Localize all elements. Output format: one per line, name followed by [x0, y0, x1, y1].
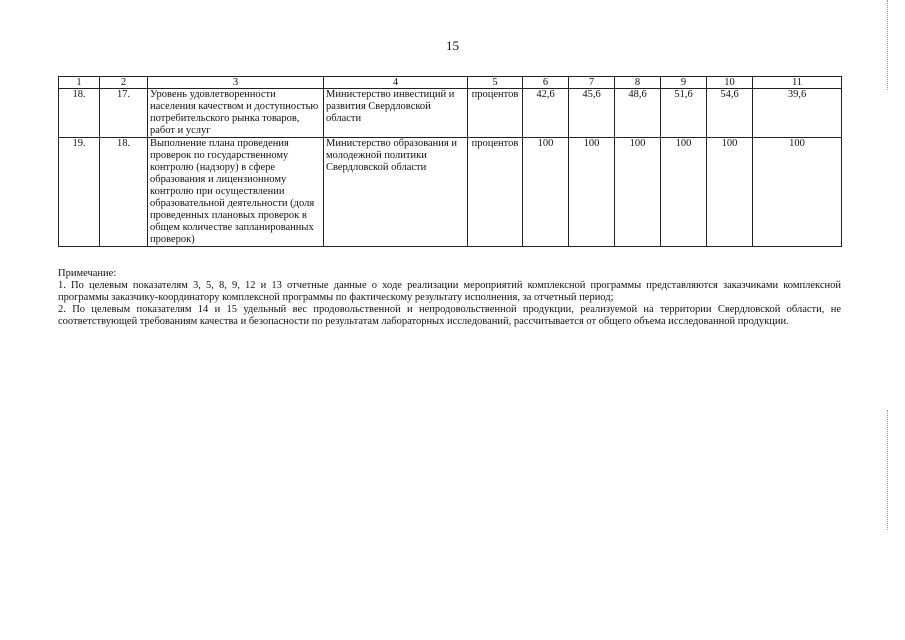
responsible-body: Министерство образования и молодежной политики Свердловской области	[324, 138, 468, 247]
note-item: 1. По целевым показателям 3, 5, 8, 9, 12 и 13 отчетные данные о ходе реализации мероприятий комплексной программы представляются заказчиками комплексной программы заказчику-координатору комплексной программы по фактическому результату исполнения, за отчетный период;	[58, 280, 841, 303]
row-number: 19.	[59, 138, 100, 247]
value-cell: 100	[707, 138, 753, 247]
notes-section	[58, 268, 841, 328]
value-cell: 42,6	[523, 89, 569, 138]
table-row	[59, 138, 842, 247]
value-cell: 100	[615, 138, 661, 247]
indicators-table	[58, 76, 842, 247]
value-cell: 100	[661, 138, 707, 247]
column-header: 3	[148, 77, 324, 89]
note-item: 2. По целевым показателям 14 и 15 удельный вес продовольственной и непродовольственной продукции, реализуемой на территории Свердловской области, не соответствующей требованиям качества и безопасности по результатам лабораторных исследований, рассчитывается от общего объема исследованной продукции.	[58, 304, 841, 327]
column-header: 7	[569, 77, 615, 89]
row-number: 18.	[59, 89, 100, 138]
value-cell: 39,6	[753, 89, 842, 138]
value-cell: 51,6	[661, 89, 707, 138]
unit: процентов	[468, 138, 523, 247]
value-cell: 100	[753, 138, 842, 247]
indicator-name: Выполнение плана проведения проверок по государственному контролю (надзору) в сфере образования и лицензионному контролю при осуществлении образовательной деятельности (доля проведенных плановых проверок в общем количестве запланированных проверок)	[148, 138, 324, 247]
column-header: 6	[523, 77, 569, 89]
page-number: 15	[446, 38, 459, 53]
value-cell: 48,6	[615, 89, 661, 138]
column-header: 2	[100, 77, 148, 89]
table-header-row	[59, 77, 842, 89]
column-header: 9	[661, 77, 707, 89]
unit: процентов	[468, 89, 523, 138]
column-header: 1	[59, 77, 100, 89]
value-cell: 54,6	[707, 89, 753, 138]
indicator-number: 17.	[100, 89, 148, 138]
value-cell: 100	[523, 138, 569, 247]
notes-title: Примечание:	[58, 268, 117, 279]
column-header: 4	[324, 77, 468, 89]
table-row	[59, 89, 842, 138]
column-header: 10	[707, 77, 753, 89]
column-header: 5	[468, 77, 523, 89]
indicator-name: Уровень удовлетворенности населения качеством и доступностью потребительского рынка товаров, работ и услуг	[148, 89, 324, 138]
scan-artifact	[887, 0, 889, 90]
value-cell: 45,6	[569, 89, 615, 138]
responsible-body: Министерство инвестиций и развития Свердловской области	[324, 89, 468, 138]
column-header: 11	[753, 77, 842, 89]
scan-artifact	[887, 410, 889, 530]
indicator-number: 18.	[100, 138, 148, 247]
column-header: 8	[615, 77, 661, 89]
value-cell: 100	[569, 138, 615, 247]
